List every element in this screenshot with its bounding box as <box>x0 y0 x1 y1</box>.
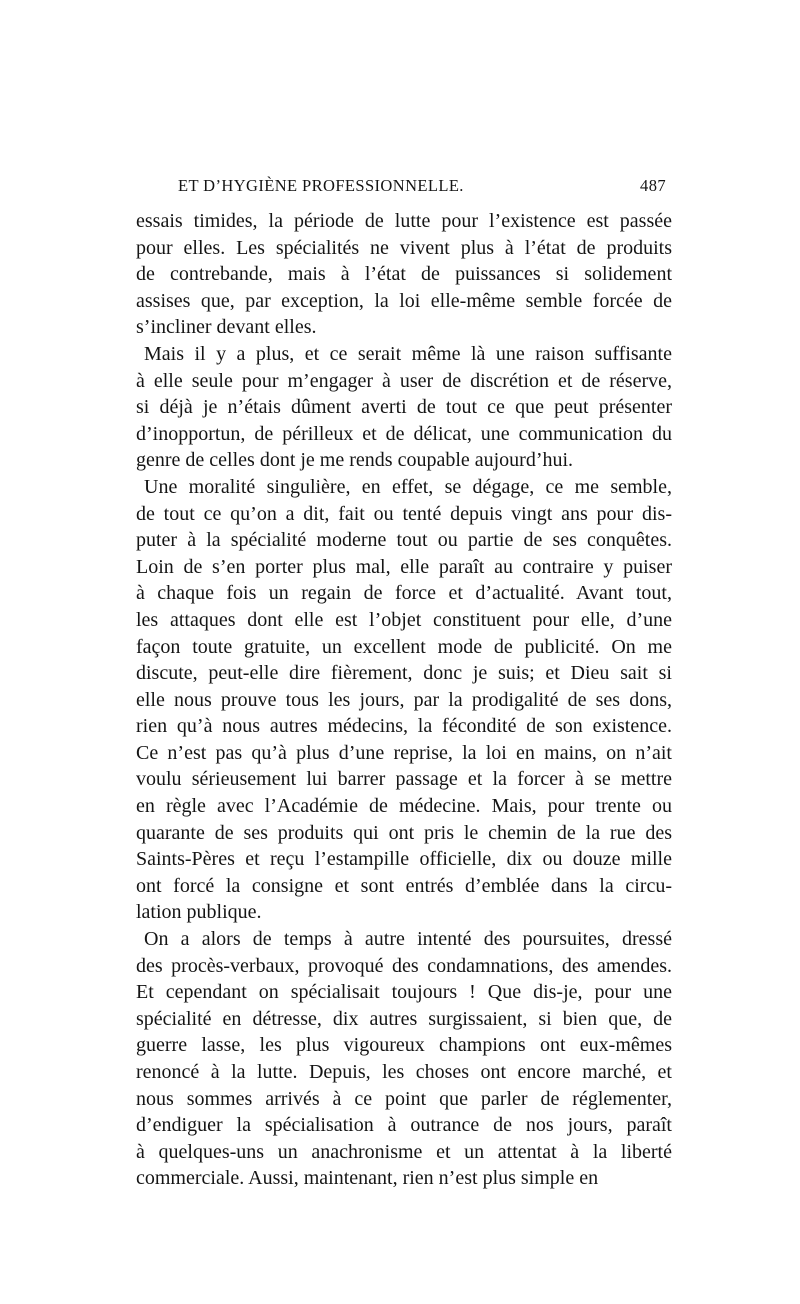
running-head <box>136 176 672 198</box>
text-line: s’incliner devant elles. <box>136 316 317 339</box>
page-number: 487 <box>640 176 666 195</box>
text-line: renoncé à la lutte. Depuis, les choses ont encore marché, et <box>136 1061 672 1083</box>
text-line: si déjà je n’étais dûment averti de tout ce que peut présenter <box>136 396 672 419</box>
running-title: ET D’HYGIÈNE PROFESSIONNELLE. <box>178 176 464 195</box>
text-line: puter à la spécialité moderne tout ou partie de ses conquêtes. <box>136 529 672 552</box>
text-line: rien qu’à nous autres médecins, la fécondité de son existence. <box>136 715 672 738</box>
text-line: de tout ce qu’on a dit, fait ou tenté depuis vingt ans pour dis- <box>136 502 672 525</box>
text-line: à quelques-uns un anachronisme et un attentat à la liberté <box>136 1140 672 1163</box>
text-line: essais timides, la période de lutte pour l’existence est passée <box>136 210 672 232</box>
text-line: quarante de ses produits qui ont pris le chemin de la rue des <box>136 821 672 844</box>
text-line: Ce n’est pas qu’à plus d’une reprise, la loi en mains, on n’ait <box>136 741 672 764</box>
text-line: guerre lasse, les plus vigoureux champions ont eux-mêmes <box>136 1034 672 1057</box>
text-line: de contrebande, mais à l’état de puissances si solidement <box>136 263 672 286</box>
text-line: voulu sérieusement lui barrer passage et la forcer à se mettre <box>136 768 672 791</box>
book-page <box>136 176 672 1192</box>
text-line: d’inopportun, de périlleux et de délicat, une communication du <box>136 422 672 445</box>
text-line: Mais il y a plus, et ce serait même là une raison suffisante <box>144 342 672 365</box>
text-line: Et cependant on spécialisait toujours ! Que dis-je, pour une <box>136 981 672 1004</box>
text-line: spécialité en détresse, dix autres surgissaient, si bien que, de <box>136 1007 672 1030</box>
text-line: nous sommes arrivés à ce point que parler de réglementer, <box>136 1087 672 1110</box>
text-line: pour elles. Les spécialités ne vivent plus à l’état de produits <box>136 236 672 259</box>
text-line: assises que, par exception, la loi elle-même semble forcée de <box>136 289 672 312</box>
text-line: d’endiguer la spécialisation à outrance de nos jours, paraît <box>136 1114 672 1137</box>
body-text <box>136 208 672 1192</box>
text-line: en règle avec l’Académie de médecine. Mais, pour trente ou <box>136 795 672 818</box>
text-line: Une moralité singulière, en effet, se dégage, ce me semble, <box>144 475 672 498</box>
text-line: les attaques dont elle est l’objet constituent pour elle, d’une <box>136 608 672 631</box>
text-line: elle nous prouve tous les jours, par la prodigalité de ses dons, <box>136 688 672 711</box>
text-line: discute, peut-elle dire fièrement, donc je suis; et Dieu sait si <box>136 662 672 685</box>
text-line: lation publique. <box>136 901 262 924</box>
text-line: à elle seule pour m’engager à user de discrétion et de réserve, <box>136 369 672 392</box>
text-line: commerciale. Aussi, maintenant, rien n’est plus simple en <box>136 1167 599 1190</box>
text-line: On a alors de temps à autre intenté des poursuites, dressé <box>144 928 672 951</box>
text-line: Loin de s’en porter plus mal, elle paraît au contraire y puiser <box>136 555 672 578</box>
text-line: façon toute gratuite, un excellent mode de publicité. On me <box>136 635 672 658</box>
text-line: Saints-Pères et reçu l’estampille officielle, dix ou douze mille <box>136 848 672 871</box>
text-line: ont forcé la consigne et sont entrés d’emblée dans la circu- <box>136 874 672 897</box>
text-line: des procès-verbaux, provoqué des condamnations, des amendes. <box>136 954 672 977</box>
text-line: genre de celles dont je me rends coupable aujourd’hui. <box>136 449 574 472</box>
text-line: à chaque fois un regain de force et d’actualité. Avant tout, <box>136 582 672 605</box>
